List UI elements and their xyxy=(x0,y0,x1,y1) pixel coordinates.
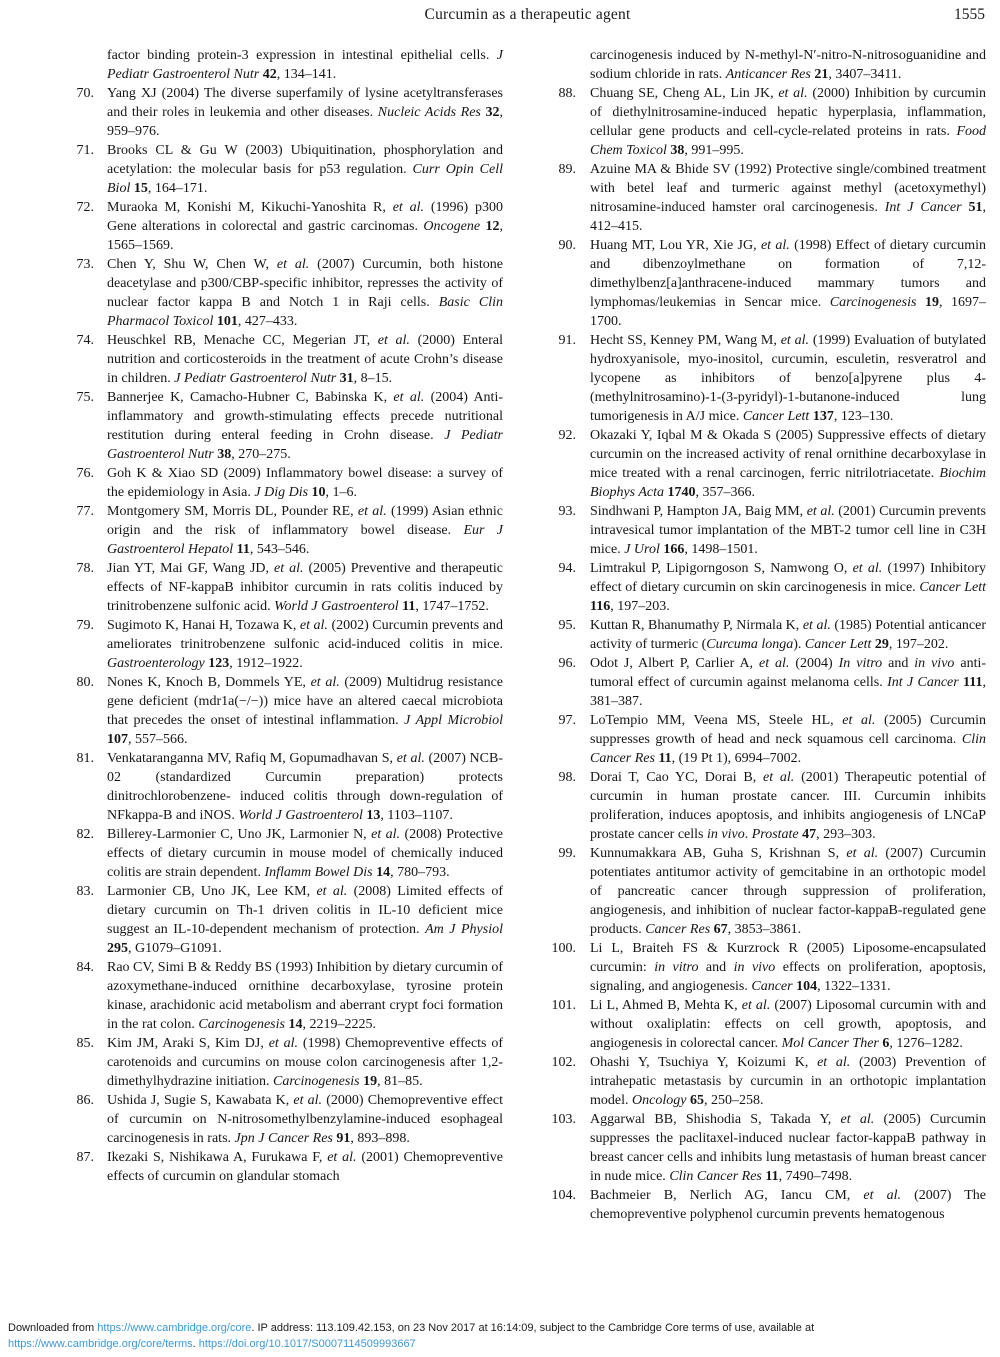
reference-text: Okazaki Y, Iqbal M & Okada S (2005) Suppressive effects of dietary curcumin on the increased activity of renal ornithine decarboxylase in mice treated with a renal carcinogen, ferric nitrilotriacetate. Biochim Biophys Acta 1740, 357–366. xyxy=(590,428,986,500)
reference-item-91 xyxy=(545,331,986,426)
reference-number: 93. xyxy=(558,504,576,519)
reference-item-85 xyxy=(70,1034,503,1091)
reference-number: 79. xyxy=(76,618,94,633)
reference-number: 81. xyxy=(76,751,94,766)
reference-text: Sugimoto K, Hanai H, Tozawa K, et al. (2002) Curcumin prevents and ameliorates trinitrobenzene sulfonic acid-induced colitis in mice. Gastroenterology 123, 1912–1922. xyxy=(107,618,503,671)
reference-number: 95. xyxy=(558,618,576,633)
reference-text: Hecht SS, Kenney PM, Wang M, et al. (1999) Evaluation of butylated hydroxyanisole, myo-inositol, curcumin, esculetin, resveratrol and lycopene as inhibitors of benzo[a]pyrene plus 4-(methylnitrosamino)-1-(3-pyridyl)-1-butanone-induced lung tumorigenesis in A/J mice. Cancer Lett 137, 123–130. xyxy=(590,333,986,424)
reference-item-74 xyxy=(70,331,503,388)
reference-text: Muraoka M, Konishi M, Kikuchi-Yanoshita R, et al. (1996) p300 Gene alterations in colorectal and gastric carcinomas. Oncogene 12, 1565–1569. xyxy=(107,200,504,253)
reference-text: Ohashi Y, Tsuchiya Y, Koizumi K, et al. (2003) Prevention of intrahepatic metastasis by curcumin in an orthotopic implantation model. Oncology 65, 250–258. xyxy=(590,1055,986,1108)
reference-text: Ikezaki S, Nishikawa A, Furukawa F, et al. (2001) Chemopreventive effects of curcumin on glandular stomach xyxy=(107,1150,503,1184)
reference-text: Ushida J, Sugie S, Kawabata K, et al. (2000) Chemopreventive effect of curcumin on N-nitrosomethylbenzylamine-induced esophageal carcinogenesis in rats. Jpn J Cancer Res 91, 893–898. xyxy=(107,1093,503,1146)
reference-item-82 xyxy=(70,825,503,882)
reference-text: Limtrakul P, Lipigorngoson S, Namwong O, et al. (1997) Inhibitory effect of dietary curcumin on skin carcinogenesis in mice. Cancer Lett 116, 197–203. xyxy=(590,561,986,614)
reference-item-73 xyxy=(70,255,503,331)
footer-line-1 xyxy=(8,1320,992,1336)
reference-text: Dorai T, Cao YC, Dorai B, et al. (2001) Therapeutic potential of curcumin in human prostate cancer. III. Curcumin inhibits proliferation, induces apoptosis, and inhibits angiogenesis of LNCaP prostate cancer cells in vivo. Prostate 47, 293–303. xyxy=(590,770,986,842)
reference-item-99 xyxy=(545,844,986,939)
footer-text: Downloaded from xyxy=(8,1322,98,1334)
reference-text: Kuttan R, Bhanumathy P, Nirmala K, et al. (1985) Potential anticancer activity of turmeric (Curcuma longa). Cancer Lett 29, 197–202. xyxy=(590,618,987,652)
reference-item-80 xyxy=(70,673,503,749)
reference-item-97 xyxy=(545,711,986,768)
reference-item-100 xyxy=(545,939,986,996)
reference-text: Rao CV, Simi B & Reddy BS (1993) Inhibition by dietary curcumin of azoxymethane-induced ornithine decarboxylase, tyrosine protein kinase, arachidonic acid metabolism and aberrant crypt foci formation in the rat colon. Carcinogenesis 14, 2219–2225. xyxy=(107,960,503,1032)
reference-item-95 xyxy=(545,616,986,654)
reference-continuation xyxy=(545,46,986,84)
references-left-column xyxy=(70,46,503,1224)
reference-number: 73. xyxy=(76,257,94,272)
reference-item-102 xyxy=(545,1053,986,1110)
reference-number: 90. xyxy=(558,238,576,253)
reference-item-92 xyxy=(545,426,986,502)
reference-number: 96. xyxy=(558,656,576,671)
reference-number: 70. xyxy=(76,86,94,101)
reference-text: Bannerjee K, Camacho-Hubner C, Babinska K, et al. (2004) Anti-inflammatory and growth-stimulating effects precede nutritional restitution during enteral feeding in Crohn disease. J Pediatr Gastroenterol Nutr 38, 270–275. xyxy=(107,390,503,462)
reference-item-89 xyxy=(545,160,986,236)
reference-item-70 xyxy=(70,84,503,141)
reference-item-88 xyxy=(545,84,986,160)
reference-item-76 xyxy=(70,464,503,502)
reference-text: Brooks CL & Gu W (2003) Ubiquitination, phosphorylation and acetylation: the molecular basis for p53 regulation. Curr Opin Cell Biol 15, 164–171. xyxy=(107,143,503,196)
reference-text: Billerey-Larmonier C, Uno JK, Larmonier N, et al. (2008) Protective effects of dietary curcumin in mouse model of chemically induced colitis are strain dependent. Inflamm Bowel Dis 14, 780–793. xyxy=(107,827,504,880)
reference-text: Azuine MA & Bhide SV (1992) Protective single/combined treatment with betel leaf and turmeric against methyl (acetoxymethyl) nitrosamine-induced hamster oral carcinogenesis. Int J Cancer 51, 412–415. xyxy=(590,162,986,234)
reference-number: 103. xyxy=(551,1112,576,1127)
reference-number: 89. xyxy=(558,162,576,177)
reference-number: 84. xyxy=(76,960,94,975)
reference-text: Heuschkel RB, Menache CC, Megerian JT, et al. (2000) Enteral nutrition and corticosteroids in the treatment of acute Crohn’s disease in children. J Pediatr Gastroenterol Nutr 31, 8–15. xyxy=(107,333,503,386)
reference-number: 82. xyxy=(76,827,94,842)
reference-number: 97. xyxy=(558,713,576,728)
reference-text: Bachmeier B, Nerlich AG, Iancu CM, et al. (2007) The chemopreventive polyphenol curcumin prevents hematogenous xyxy=(590,1188,987,1222)
reference-number: 74. xyxy=(76,333,94,348)
footer-link[interactable]: https://doi.org/10.1017/S0007114509993667 xyxy=(198,1338,416,1350)
reference-number: 104. xyxy=(551,1188,576,1203)
reference-number: 94. xyxy=(558,561,576,576)
footer-line-2 xyxy=(8,1336,992,1352)
reference-item-72 xyxy=(70,198,503,255)
reference-text: Huang MT, Lou YR, Xie JG, et al. (1998) Effect of dietary curcumin and dibenzoylmethane on formation of 7,12-dimethylbenz[a]anthracene-induced mammary tumors and lymphomas/leukemias in Sencar mice. Carcinogenesis 19, 1697–1700. xyxy=(590,238,987,329)
reference-item-96 xyxy=(545,654,986,711)
reference-item-104 xyxy=(545,1186,986,1224)
reference-number: 100. xyxy=(551,941,576,956)
reference-number: 91. xyxy=(558,333,576,348)
reference-item-78 xyxy=(70,559,503,616)
reference-text: Larmonier CB, Uno JK, Lee KM, et al. (2008) Limited effects of dietary curcumin on Th-1 driven colitis in IL-10 deficient mice suggest an IL-10-dependent mechanism of protection. Am J Physiol 295, G1079–G1091. xyxy=(107,884,504,956)
footer-text: . IP address: 113.109.42.153, on 23 Nov 2017 at 16:14:09, subject to the Cambridge Core terms of use, available at xyxy=(251,1322,815,1334)
reference-item-79 xyxy=(70,616,503,673)
reference-item-84 xyxy=(70,958,503,1034)
reference-item-93 xyxy=(545,502,986,559)
page-title: Curcumin as a therapeutic agent xyxy=(424,6,631,23)
reference-number: 92. xyxy=(558,428,576,443)
references-list xyxy=(70,46,986,1224)
reference-text: Yang XJ (2004) The diverse superfamily of lysine acetyltransferases and their roles in leukemia and other diseases. Nucleic Acids Res 32, 959–976. xyxy=(107,86,504,139)
reference-text: Nones K, Knoch B, Dommels YE, et al. (2009) Multidrug resistance gene deficient (mdr1a(−/−)) mice have an altered caecal microbiota that precedes the onset of intestinal inflammation. J Appl Microbiol 107, 557–566. xyxy=(107,675,503,747)
reference-number: 86. xyxy=(76,1093,94,1108)
reference-text: Kim JM, Araki S, Kim DJ, et al. (1998) Chemopreventive effects of carotenoids and curcumins on mouse colon carcinogenesis after 1,2-dimethylhydrazine initiation. Carcinogenesis 19, 81–85. xyxy=(107,1036,504,1089)
reference-text: Li L, Braiteh FS & Kurzrock R (2005) Liposome-encapsulated curcumin: in vitro and in vivo effects on proliferation, apoptosis, signaling, and angiogenesis. Cancer 104, 1322–1331. xyxy=(590,941,986,994)
reference-number: 75. xyxy=(76,390,94,405)
footer-link[interactable]: https://www.cambridge.org/core xyxy=(97,1322,252,1334)
reference-item-71 xyxy=(70,141,503,198)
reference-number: 76. xyxy=(76,466,94,481)
reference-text: factor binding protein-3 expression in intestinal epithelial cells. J Pediatr Gastroenterol Nutr 42, 134–141. xyxy=(107,48,503,82)
reference-text: Sindhwani P, Hampton JA, Baig MM, et al. (2001) Curcumin prevents intravesical tumor implantation of the MBT-2 tumor cell line in C3H mice. J Urol 166, 1498–1501. xyxy=(590,504,987,557)
reference-text: Odot J, Albert P, Carlier A, et al. (2004) In vitro and in vivo anti-tumoral effect of curcumin against melanoma cells. Int J Cancer 111, 381–387. xyxy=(590,656,987,709)
reference-number: 101. xyxy=(551,998,576,1013)
reference-text: Chen Y, Shu W, Chen W, et al. (2007) Curcumin, both histone deacetylase and p300/CBP-specific inhibitor, represses the activity of nuclear factor kappa B and Notch 1 in Raji cells. Basic Clin Pharmacol Toxicol 101, 427–433. xyxy=(107,257,503,329)
reference-text: LoTempio MM, Veena MS, Steele HL, et al. (2005) Curcumin suppresses growth of head and neck squamous cell carcinoma. Clin Cancer Res 11, (19 Pt 1), 6994–7002. xyxy=(590,713,986,766)
reference-number: 102. xyxy=(551,1055,576,1070)
reference-number: 78. xyxy=(76,561,94,576)
footer-link[interactable]: https://www.cambridge.org/core/terms xyxy=(8,1338,193,1350)
reference-text: Venkataranganna MV, Rafiq M, Gopumadhavan S, et al. (2007) NCB-02 (standardized Curcumin preparation) protects dinitrochlorobenzene- induced colitis through down-regulation of NFkappa-B and iNOS. World J Gastroenterol 13, 1103–1107. xyxy=(107,751,503,823)
reference-text: Kunnumakkara AB, Guha S, Krishnan S, et al. (2007) Curcumin potentiates antitumor activity of gemcitabine in an orthotopic model of pancreatic cancer through suppression of proliferation, angiogenesis, and inhibition of nuclear factor-kappaB-regulated gene products. Cancer Res 67, 3853–3861. xyxy=(590,846,987,937)
reference-item-101 xyxy=(545,996,986,1053)
reference-item-75 xyxy=(70,388,503,464)
reference-text: Chuang SE, Cheng AL, Lin JK, et al. (2000) Inhibition by curcumin of diethylnitrosamine-induced hepatic hyperplasia, inflammation, cellular gene products and cell-cycle-related proteins in rats. Food Chem Toxicol 38, 991–995. xyxy=(590,86,986,158)
reference-number: 87. xyxy=(76,1150,94,1165)
reference-item-81 xyxy=(70,749,503,825)
reference-number: 88. xyxy=(558,86,576,101)
reference-item-94 xyxy=(545,559,986,616)
reference-number: 98. xyxy=(558,770,576,785)
references-right-column xyxy=(545,46,986,1224)
reference-text: Jian YT, Mai GF, Wang JD, et al. (2005) Preventive and therapeutic effects of NF-kappaB inhibitor curcumin in rats colitis induced by trinitrobenzene sulfonic acid. World J Gastroenterol 11, 1747–1752. xyxy=(107,561,503,614)
reference-continuation xyxy=(70,46,503,84)
reference-number: 85. xyxy=(76,1036,94,1051)
reference-text: Li L, Ahmed B, Mehta K, et al. (2007) Liposomal curcumin with and without oxaliplatin: effects on cell growth, apoptosis, and angiogenesis in colorectal cancer. Mol Cancer Ther 6, 1276–1282. xyxy=(590,998,986,1051)
reference-item-83 xyxy=(70,882,503,958)
reference-text: Montgomery SM, Morris DL, Pounder RE, et al. (1999) Asian ethnic origin and the risk of inflammatory bowel disease. Eur J Gastroenterol Hepatol 11, 543–546. xyxy=(107,504,504,557)
page-footer xyxy=(8,1320,992,1352)
reference-item-87 xyxy=(70,1148,503,1186)
reference-number: 83. xyxy=(76,884,94,899)
reference-number: 77. xyxy=(76,504,94,519)
reference-item-77 xyxy=(70,502,503,559)
reference-number: 72. xyxy=(76,200,94,215)
reference-item-90 xyxy=(545,236,986,331)
reference-text: Goh K & Xiao SD (2009) Inflammatory bowel disease: a survey of the epidemiology in Asia. J Dig Dis 10, 1–6. xyxy=(107,466,503,500)
footer-text: . xyxy=(192,1338,199,1350)
reference-number: 80. xyxy=(76,675,94,690)
page-header xyxy=(70,6,985,28)
page-number: 1555 xyxy=(954,6,985,23)
reference-number: 71. xyxy=(76,143,94,158)
reference-item-103 xyxy=(545,1110,986,1186)
reference-item-86 xyxy=(70,1091,503,1148)
reference-text: carcinogenesis induced by N-methyl-N′-nitro-N-nitrosoguanidine and sodium chloride in rats. Anticancer Res 21, 3407–3411. xyxy=(590,48,986,82)
reference-number: 99. xyxy=(558,846,576,861)
reference-text: Aggarwal BB, Shishodia S, Takada Y, et al. (2005) Curcumin suppresses the paclitaxel-induced nuclear factor-kappaB pathway in breast cancer cells and inhibits lung metastasis of human breast cancer in nude mice. Clin Cancer Res 11, 7490–7498. xyxy=(590,1112,987,1184)
reference-item-98 xyxy=(545,768,986,844)
